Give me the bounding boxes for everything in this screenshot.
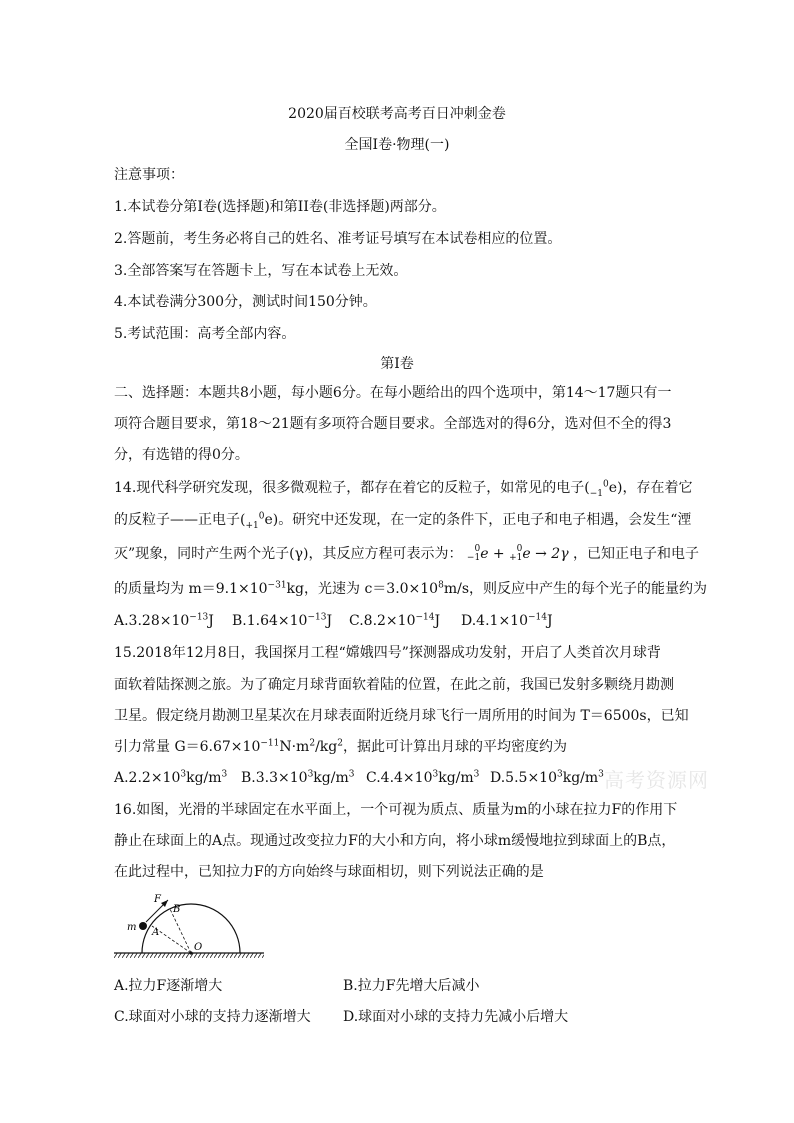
reaction-equation: 0 −1e + 0 +1e → 2γ xyxy=(466,544,569,563)
positron-mass-number: 0 xyxy=(258,511,265,522)
q15-line: 15.2018年12月8日，我国探月工程“嫦娥四号”探测器成功发射，开启了人类首次月球背 xyxy=(114,645,661,661)
note-item: 1.本试卷分第I卷(选择题)和第II卷(非选择题)两部分。 xyxy=(114,199,446,215)
q16-line: 在此过程中，已知拉力F的方向始终与球面相切，则下列说法正确的是 xyxy=(114,864,544,880)
q16-line: 静止在球面上的A点。现通过改变拉力F的大小和方向，将小球m缓慢地拉到球面上的B点， xyxy=(114,833,676,849)
q15-line: 卫星。假定绕月勘测卫星某次在月球表面附近绕月球飞行一周所用的时间为 T＝6500s，已知 xyxy=(114,708,689,724)
q15-option-c[interactable]: $C.4.4\times 10^3kg/m^3$ xyxy=(366,769,480,786)
label-b: B xyxy=(173,904,181,915)
q14-line xyxy=(114,544,699,564)
section-intro-line: 二、选择题：本题共8小题，每小题6分。在每小题给出的四个选项中，第14～17题只有一 xyxy=(114,385,672,401)
page-title: 2020届百校联考高考百日冲刺金卷 xyxy=(288,106,506,122)
page-subtitle: 全国I卷·物理(一) xyxy=(344,137,450,153)
q15-option-a[interactable]: $A.2.2\times 10^3kg/m^3$ xyxy=(114,769,228,786)
q14-text: ，已知正电子和电子 xyxy=(573,546,700,562)
q16-option-b[interactable]: B.拉力F先增大后减小 xyxy=(343,978,480,994)
notes-heading: 注意事项： xyxy=(114,167,184,183)
q15-line: 面软着陆探测之旅。为了确定月球背面软着陆的位置，在此之前，我国已发射多颗绕月勘测 xyxy=(114,677,674,693)
positron-charge: +1 xyxy=(245,520,259,531)
note-item: 2.答题前，考生务必将自己的姓名、准考证号填写在本试卷相应的位置。 xyxy=(114,231,562,247)
q15-option-b[interactable]: $B.3.3\times 10^3kg/m^3$ xyxy=(241,769,355,786)
q14-option-d[interactable]: $D.4.1\times 10^{-14}J$ xyxy=(461,612,553,629)
q14-text: 14.现代科学研究发现，很多微观粒子，都存在着它的反粒子，如常见的电子( xyxy=(114,480,590,496)
label-m: m xyxy=(127,922,137,933)
q14-option-b[interactable]: $B.1.64\times 10^{-13}J$ xyxy=(232,612,333,629)
q16-option-a[interactable]: A.拉力F逐渐增大 xyxy=(114,978,223,994)
label-f: F xyxy=(154,894,161,905)
note-item: 4.本试卷满分300分，测试时间150分钟。 xyxy=(114,294,377,310)
label-a: A xyxy=(152,927,160,938)
q14-line: 的质量均为 $m=9.1\times 10^{-31}kg$，光速为 $c=3.0\times 10^8m/s$，则反应中产生的每个光子的能量约为 xyxy=(114,580,708,597)
q14-line xyxy=(114,478,693,498)
note-item: 5.考试范围：高考全部内容。 xyxy=(114,326,296,342)
ground-hatch xyxy=(114,953,264,958)
electron-charge: −1 xyxy=(589,488,604,499)
q14-text: 灭”现象，同时产生两个光子(γ)，其反应方程可表示为： xyxy=(114,546,463,562)
electron-mass-number: 0 xyxy=(603,479,609,490)
ball-m xyxy=(139,922,147,930)
q15-line: 引力常量 $G=6.67\times 10^{-11}N\cdot m^2/kg^2$，据此可计算出月球的平均密度约为 xyxy=(114,738,567,755)
q14-text: e)，存在着它 xyxy=(608,480,693,496)
section-intro-line: 分，有选错的得0分。 xyxy=(114,447,249,463)
watermark: 高考资源网 xyxy=(604,768,709,792)
q14-text: 的反粒子——正电子( xyxy=(114,512,246,528)
q14-option-c[interactable]: $C.8.2\times 10^{-14}J$ xyxy=(349,612,441,629)
q14-line xyxy=(114,510,691,530)
center-point-o xyxy=(189,951,192,954)
section-title: 第I卷 xyxy=(380,356,414,372)
radius-ob xyxy=(170,909,191,953)
hemisphere-figure xyxy=(110,892,270,964)
section-intro-line: 项符合题目要求，第18～21题有多项符合题目要求。全部选对的得6分，选对但不全的得3 xyxy=(114,416,672,432)
label-o: O xyxy=(194,942,203,953)
q16-option-d[interactable]: D.球面对小球的支持力先减小后增大 xyxy=(343,1009,569,1025)
q16-line: 16.如图，光滑的半球固定在水平面上，一个可视为质点、质量为m的小球在拉力F的作用下 xyxy=(114,802,678,818)
q15-option-d[interactable]: $D.5.5\times 10^3kg/m^3$ xyxy=(490,769,604,786)
q14-text: e)。研究中还发现，在一定的条件下，正电子和电子相遇，会发生“湮 xyxy=(264,512,692,528)
note-item: 3.全部答案写在答题卡上，写在本试卷上无效。 xyxy=(114,263,408,279)
q14-option-a[interactable]: $A.3.28\times 10^{-13}J$ xyxy=(114,612,214,629)
q16-option-c[interactable]: C.球面对小球的支持力逐渐增大 xyxy=(114,1009,311,1025)
